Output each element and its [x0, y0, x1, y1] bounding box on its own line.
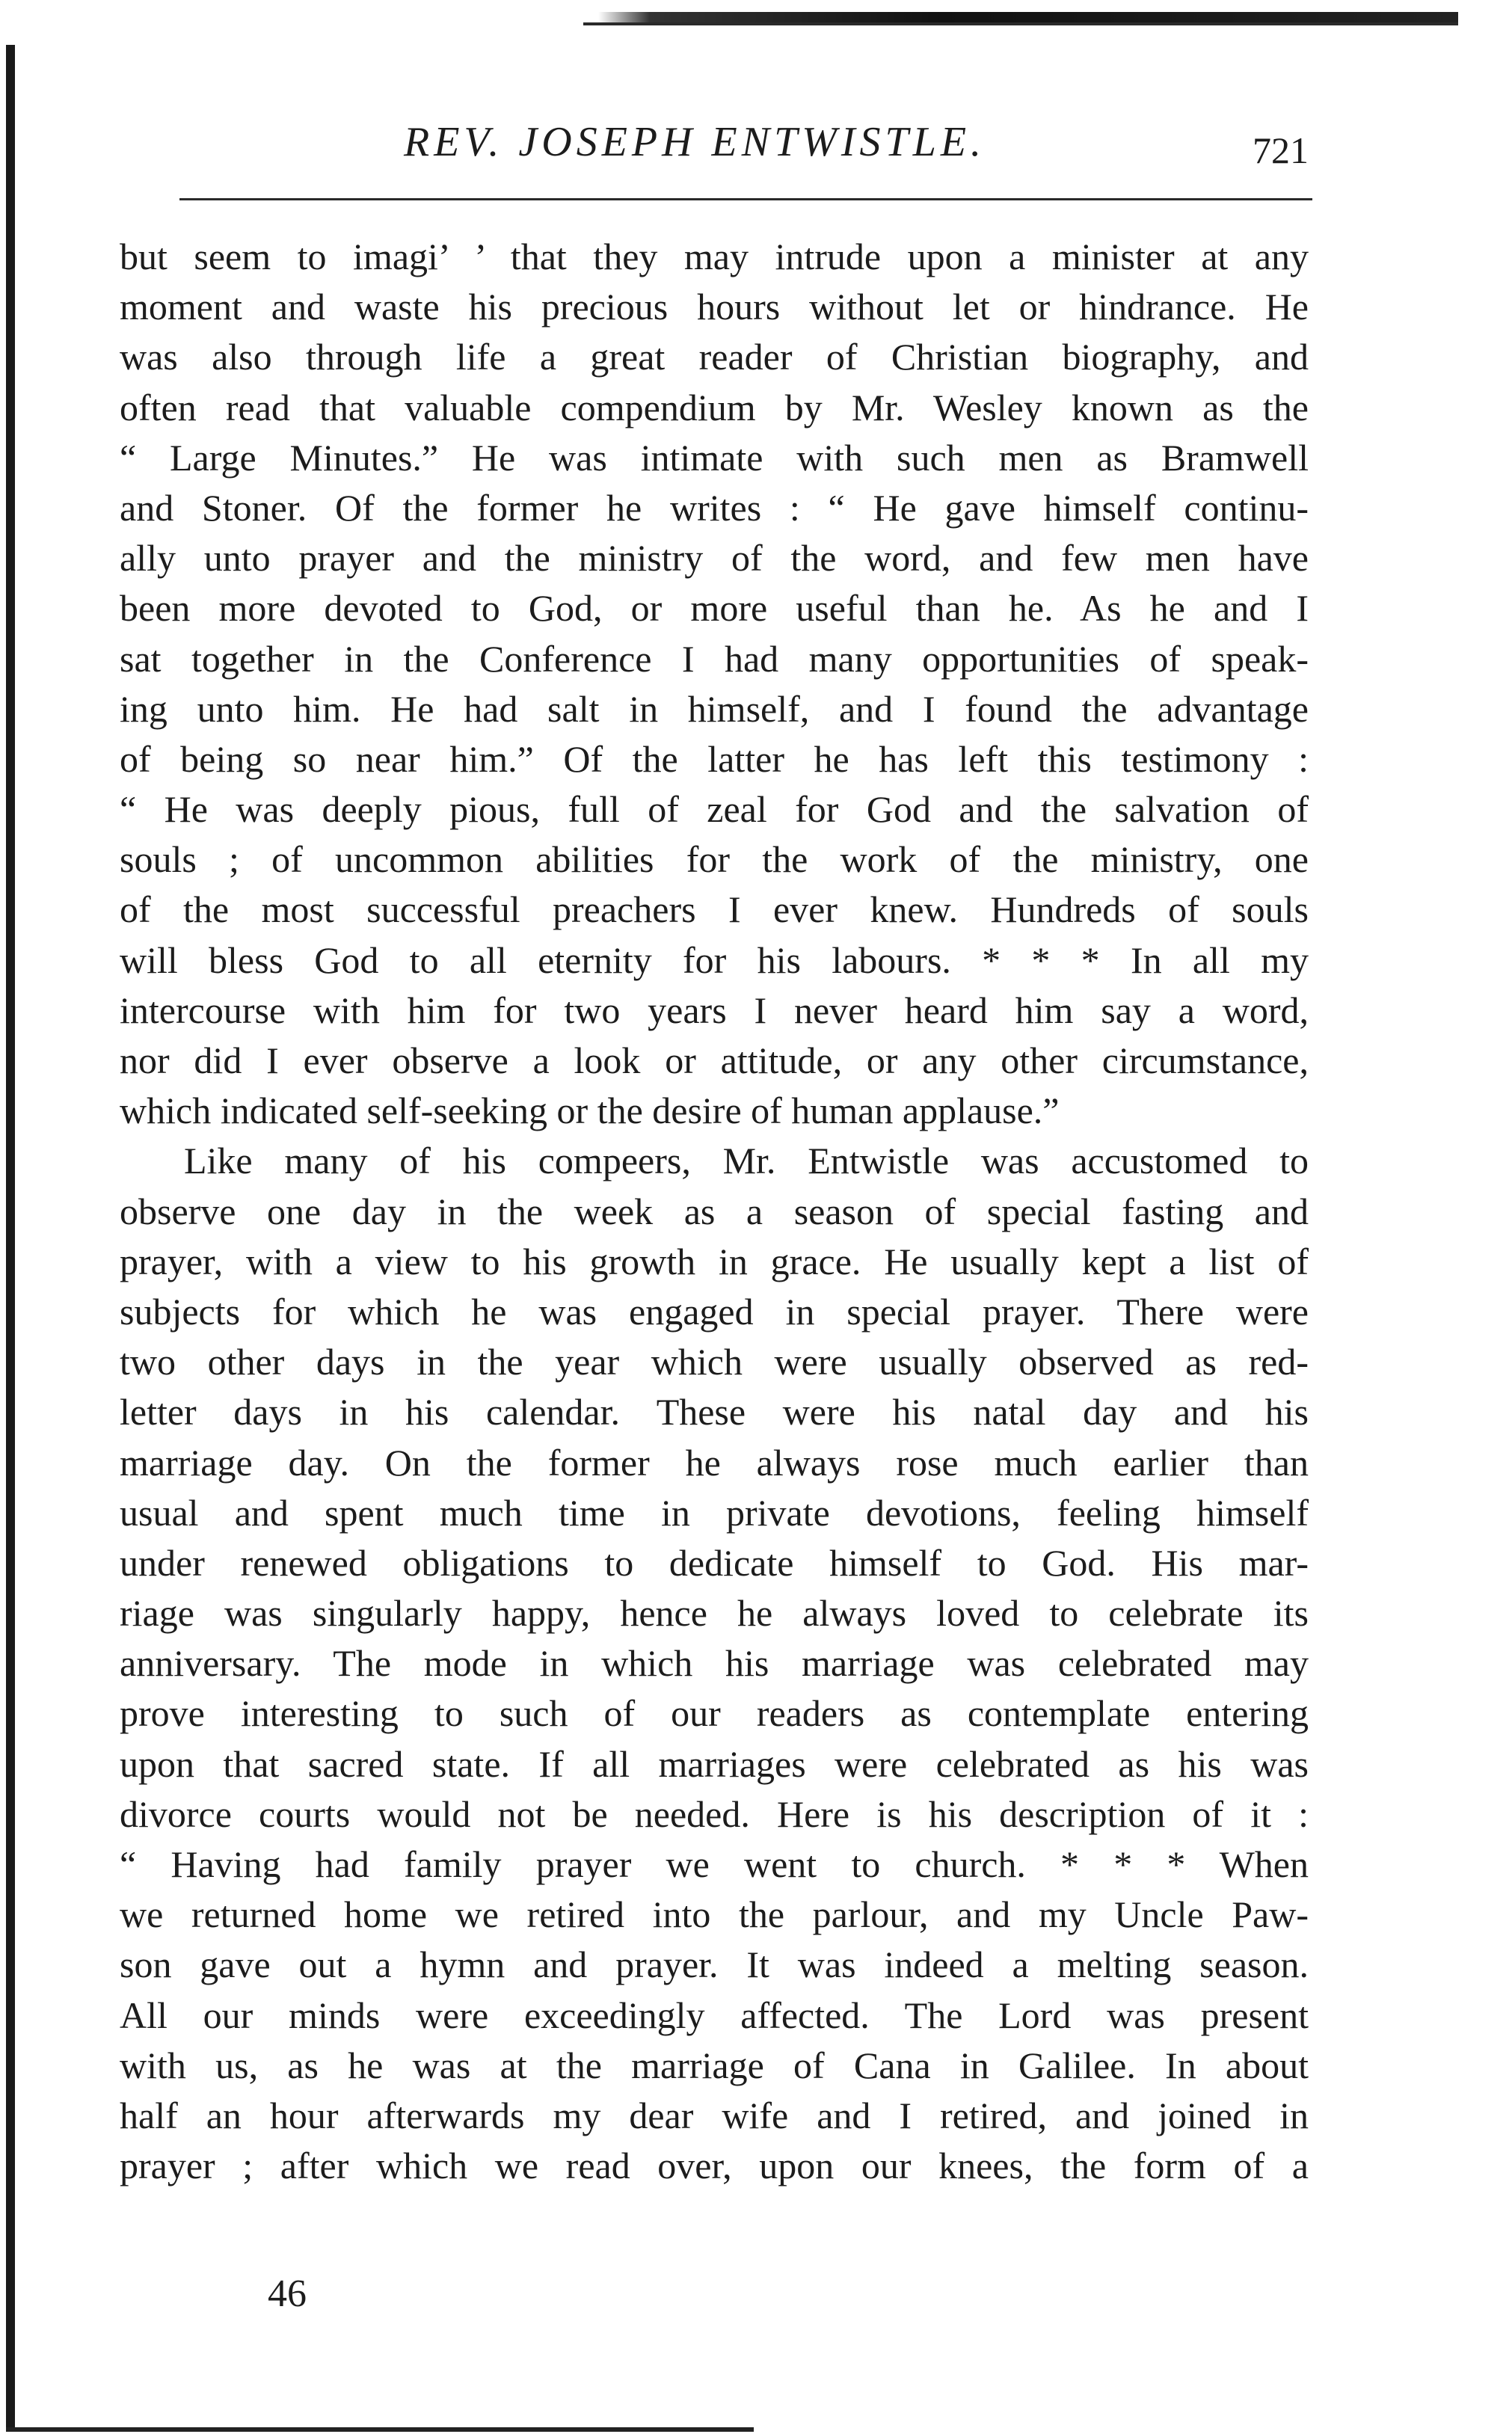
text-line: All our minds were exceedingly affected. The Lord was present: [120, 1994, 1309, 2036]
text-line: prove interesting to such of our readers as contemplate entering: [120, 1692, 1309, 1735]
text-line: ing unto him. He had salt in himself, and I found the advantage: [120, 687, 1309, 730]
text-line: ally unto prayer and the ministry of the word, and few men have: [120, 537, 1309, 580]
text-line: upon that sacred state. If all marriages were celebrated as his was: [120, 1742, 1309, 1785]
text-line: nor did I ever observe a look or attitude, or any other circumstance,: [120, 1039, 1309, 1081]
text-line: divorce courts would not be needed. Here is his description of it :: [120, 1792, 1309, 1835]
text-line: will bless God to all eternity for his labours. * * * In all my: [120, 938, 1309, 981]
text-line: we returned home we retired into the parlour, and my Uncle Paw-: [120, 1893, 1309, 1936]
text-line: sat together in the Conference I had many opportunities of speak-: [120, 637, 1309, 680]
text-line: “ Large Minutes.” He was intimate with such men as Bramwell: [120, 436, 1309, 479]
text-line: prayer ; after which we read over, upon our knees, the form of a: [120, 2145, 1309, 2187]
scan-border-left: [6, 45, 15, 2430]
text-line: two other days in the year which were usually observed as red-: [120, 1341, 1309, 1383]
header-rule: [179, 198, 1312, 200]
text-line: but seem to imagi’ ’ that they may intrude upon a minister at any: [120, 236, 1309, 277]
text-line: letter days in his calendar. These were his natal day and his: [120, 1391, 1309, 1433]
text-line: moment and waste his precious hours without let or hindrance. He: [120, 286, 1309, 328]
text-line: usual and spent much time in private devotions, feeling himself: [120, 1491, 1309, 1534]
signature-mark: 46: [268, 2272, 307, 2315]
text-line: was also through life a great reader of Christian biography, and: [120, 336, 1309, 378]
text-line: riage was singularly happy, hence he always loved to celebrate its: [120, 1592, 1309, 1635]
text-line: intercourse with him for two years I never heard him say a word,: [120, 989, 1309, 1031]
text-line: half an hour afterwards my dear wife and I retired, and joined in: [120, 2094, 1309, 2136]
text-line: subjects for which he was engaged in special prayer. There were: [120, 1290, 1309, 1333]
text-line: of the most successful preachers I ever knew. Hundreds of souls: [120, 888, 1309, 931]
text-line: observe one day in the week as a season of special fasting and: [120, 1190, 1309, 1232]
scan-border-bottom: [6, 2427, 754, 2432]
text-line: son gave out a hymn and prayer. It was indeed a melting season.: [120, 1943, 1309, 1986]
running-head: [120, 118, 1309, 193]
scan-border-top-rule: [583, 22, 1458, 25]
text-line: often read that valuable compendium by Mr. Wesley known as the: [120, 386, 1309, 428]
text-line: marriage day. On the former he always rose much earlier than: [120, 1441, 1309, 1484]
body-text: [120, 232, 1309, 2191]
text-line: souls ; of uncommon abilities for the work of the ministry, one: [120, 838, 1309, 881]
page-number: 721: [1253, 129, 1309, 171]
text-line: prayer, with a view to his growth in grace. He usually kept a list of: [120, 1240, 1309, 1282]
text-line: and Stoner. Of the former he writes : “ He gave himself continu-: [120, 486, 1309, 529]
text-line: “ He was deeply pious, full of zeal for God and the salvation of: [120, 788, 1309, 831]
text-line: with us, as he was at the marriage of Cana in Galilee. In about: [120, 2044, 1309, 2086]
paragraph-start: Like many of his compeers, Mr. Entwistle was accustomed to: [184, 1140, 1309, 1182]
text-line: “ Having had family prayer we went to church. * * * When: [120, 1843, 1309, 1885]
text-line: of being so near him.” Of the latter he has left this testimony :: [120, 737, 1309, 780]
running-title: REV. JOSEPH ENTWISTLE.: [404, 119, 986, 165]
text-line: under renewed obligations to dedicate himself to God. His mar-: [120, 1541, 1309, 1584]
text-line: which indicated self-seeking or the desire of human applause.”: [120, 1090, 1060, 1132]
text-line: anniversary. The mode in which his marriage was celebrated may: [120, 1642, 1309, 1685]
text-line: been more devoted to God, or more useful than he. As he and I: [120, 587, 1309, 630]
